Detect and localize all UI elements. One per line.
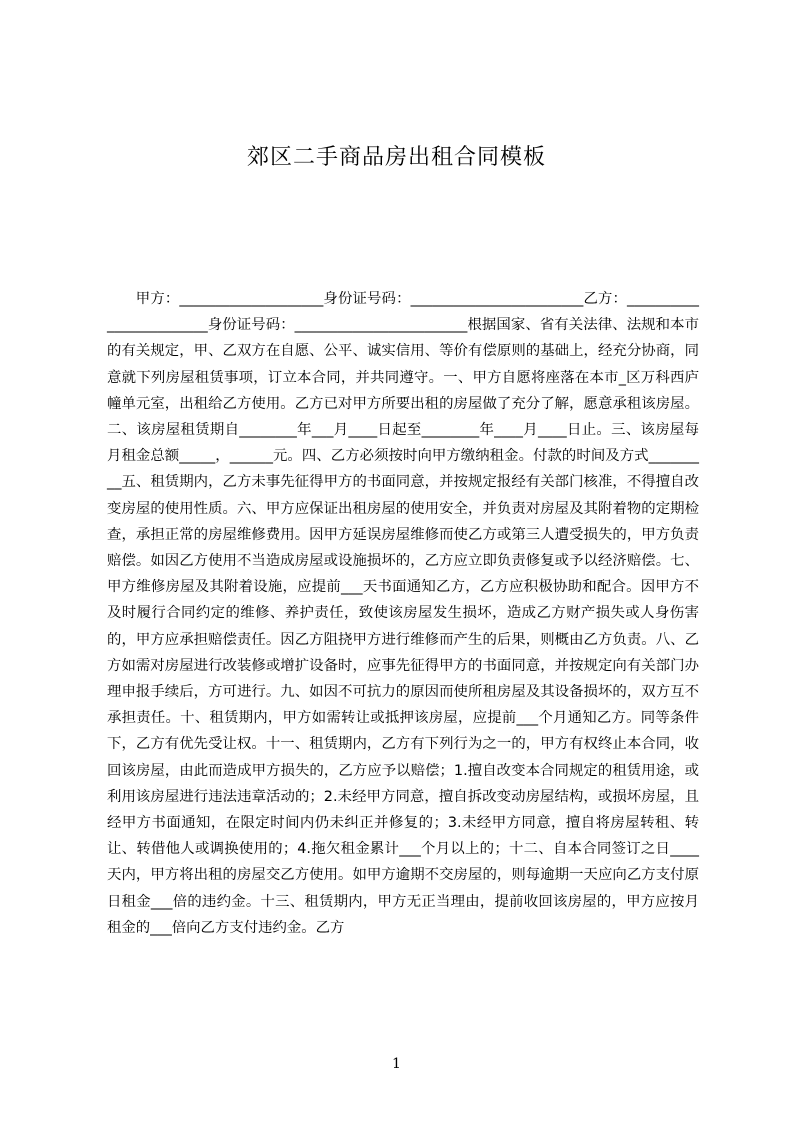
page-number: 1 — [392, 1056, 401, 1072]
document-title: 郊区二手商品房出租合同模板 — [246, 145, 546, 170]
contract-body: 甲方：____________________身份证号码：________________________乙方：________________________身份证号码：________________________根据国家、省有关法律、法规和本市的有关规定，甲、乙双方在自愿、公平、诚实信用、等价有偿原则的基础上，经充分协商，同意就下列房屋租赁事项，订立本合同，并共同遵守。一、甲方自愿将座落在本市_区万科西庐幢单元室，出租给乙方使用。乙方已对甲方所要出租的房屋做了充分了解，愿意承租该房屋。二、该房屋租赁期自________年___月____日起至________年____月____日止。三、该房屋每月租金总额_____，______元。四、乙方必须按时向甲方缴纳租金。付款的时间及方式_________五、租赁期内，乙方未事先征得甲方的书面同意，并按规定报经有关部门核准，不得擅自改变房屋的使用性质。六、甲方应保证出租房屋的使用安全，并负责对房屋及其附着物的定期检查，承担正常的房屋维修费用。因甲方延误房屋维修而使乙方或第三人遭受损失的，甲方负责赔偿。如因乙方使用不当造成房屋或设施损坏的，乙方应立即负责修复或予以经济赔偿。七、甲方维修房屋及其附着设施，应提前___天书面通知乙方，乙方应积极协助和配合。因甲方不及时履行合同约定的维修、养护责任，致使该房屋发生损坏，造成乙方财产损失或人身伤害的，甲方应承担赔偿责任。因乙方阻挠甲方进行维修而产生的后果，则概由乙方负责。八、乙方如需对房屋进行改装修或增扩设备时，应事先征得甲方的书面同意，并按规定向有关部门办理申报手续后，方可进行。九、如因不可抗力的原因而使所租房屋及其设备损坏的，双方互不承担责任。十、租赁期内，甲方如需转让或抵押该房屋，应提前___个月通知乙方。同等条件下，乙方有优先受让权。十一、租赁期内，乙方有下列行为之一的，甲方有权终止本合同，收回该房屋，由此而造成甲方损失的，乙方应予以赔偿；1.擅自改变本合同规定的租赁用途，或利用该房屋进行违法违章活动的；2.未经甲方同意，擅自拆改变动房屋结构，或损坏房屋，且经甲方书面通知，在限定时间内仍未纠正并修复的；3.未经甲方同意，擅自将房屋转租、转让、转借他人或调换使用的；4.拖欠租金累计___个月以上的；十二、自本合同签订之日____天内，甲方将出租的房屋交乙方使用。如甲方逾期不交房屋的，则每逾期一天应向乙方支付原日租金___倍的违约金。十三、租赁期内，甲方无正当理由，提前收回该房屋的，甲方应按月租金的___倍向乙方支付违约金。乙方 — [107, 291, 699, 936]
